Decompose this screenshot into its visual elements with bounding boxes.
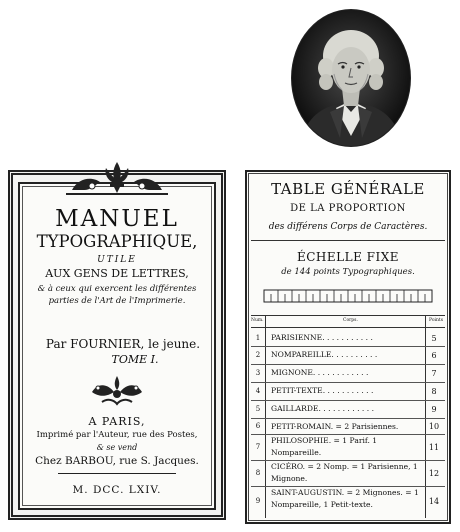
- table-row: [251, 364, 445, 382]
- row-number: 6: [255, 422, 261, 430]
- fleur-de-lis-ornament: [64, 160, 170, 196]
- imprint-rule: [58, 473, 176, 474]
- column-header-separator: [251, 327, 445, 328]
- table-row: [251, 382, 445, 400]
- ruler-separator: [251, 315, 445, 316]
- table-row: [251, 486, 445, 516]
- row-body-name: PHILOSOPHIE. = 1 Parif. 1 Nompareille.: [271, 436, 378, 457]
- header-separator: [251, 240, 445, 241]
- row-body-name: SAINT-AUGUSTIN. = 2 Mignones. = 1 Nompareille, 1 Petit-texte.: [271, 488, 419, 509]
- row-number: 2: [255, 351, 261, 359]
- column-header-corps: Corps.: [343, 318, 358, 323]
- table-row: [251, 434, 445, 460]
- row-body-name: GAILLARDE. . . . . . . . . . . .: [271, 404, 374, 413]
- se-vend-line: & se vend: [96, 443, 138, 452]
- row-points: 10: [428, 422, 440, 431]
- row-number: 1: [255, 333, 261, 342]
- table-row: [251, 329, 445, 346]
- typographic-scale-ruler: [263, 288, 433, 306]
- row-number: 4: [255, 387, 261, 395]
- row-points: 11: [428, 443, 440, 452]
- row-points: 12: [428, 469, 440, 478]
- row-body-name: NOMPAREILLE. . . . . . . . . .: [271, 350, 378, 359]
- row-body-name: PETIT-TEXTE. . . . . . . . . . .: [271, 386, 374, 395]
- row-points: 5: [431, 333, 437, 343]
- row-number: 3: [255, 369, 261, 377]
- seller-line: Chez BARBOU, rue S. Jacques.: [35, 455, 199, 467]
- row-body-name: MIGNONE. . . . . . . . . . . .: [271, 368, 369, 377]
- title-page: [8, 168, 226, 520]
- row-points: 6: [431, 351, 437, 360]
- row-body-name: CICÉRO. = 2 Nomp. = 1 Parisienne, 1 Mignone.: [271, 462, 418, 483]
- table-page: [245, 170, 451, 524]
- table-row: [251, 346, 445, 364]
- title-aux-gens: AUX GENS DE LETTRES,: [45, 267, 189, 280]
- tome-line: TOME I.: [111, 353, 159, 366]
- row-points: 9: [431, 405, 437, 414]
- table-subtitle-1: DE LA PROPORTION: [290, 203, 406, 214]
- row-number: 7: [255, 443, 261, 451]
- date-line: M. DCC. LXIV.: [72, 484, 162, 496]
- title-ceux-line2: parties de l'Art de l'Imprimerie.: [48, 296, 186, 306]
- table-row: [251, 418, 445, 434]
- echelle-heading: ÉCHELLE FIXE: [296, 250, 400, 264]
- portrait-engraving: [290, 8, 412, 148]
- row-points: 7: [431, 369, 437, 378]
- column-header-points: Points: [429, 318, 444, 323]
- points-caption: de 144 points Typographiques.: [281, 267, 415, 277]
- table-row: [251, 400, 445, 418]
- table-row: [251, 460, 445, 486]
- title-typographique: TYPOGRAPHIQUE,: [36, 232, 198, 251]
- city-line: A PARIS,: [88, 415, 146, 428]
- row-body-name: PETIT-ROMAIN. = 2 Parisiennes.: [271, 422, 399, 431]
- vignette-ornament: [88, 372, 146, 408]
- row-body-name: PARISIENNE. . . . . . . . . . .: [271, 333, 373, 342]
- column-header-num: Num.: [251, 318, 264, 323]
- row-number: 9: [255, 497, 261, 505]
- title-ceux-line1: & à ceux qui exercent les différentes: [37, 284, 197, 294]
- row-points: 8: [431, 387, 437, 396]
- title-utile: UTILE: [97, 255, 137, 265]
- row-number: 5: [255, 405, 261, 413]
- row-number: 8: [255, 469, 261, 477]
- row-points: 14: [428, 497, 440, 506]
- printer-line: Imprimé par l'Auteur, rue des Postes,: [36, 430, 198, 440]
- title-manuel: MANUEL: [55, 206, 179, 232]
- table-title: TABLE GÉNÉRALE: [271, 180, 425, 198]
- author-line: Par FOURNIER, le jeune.: [45, 337, 201, 351]
- table-subtitle-2: des différens Corps de Caractères.: [268, 222, 428, 232]
